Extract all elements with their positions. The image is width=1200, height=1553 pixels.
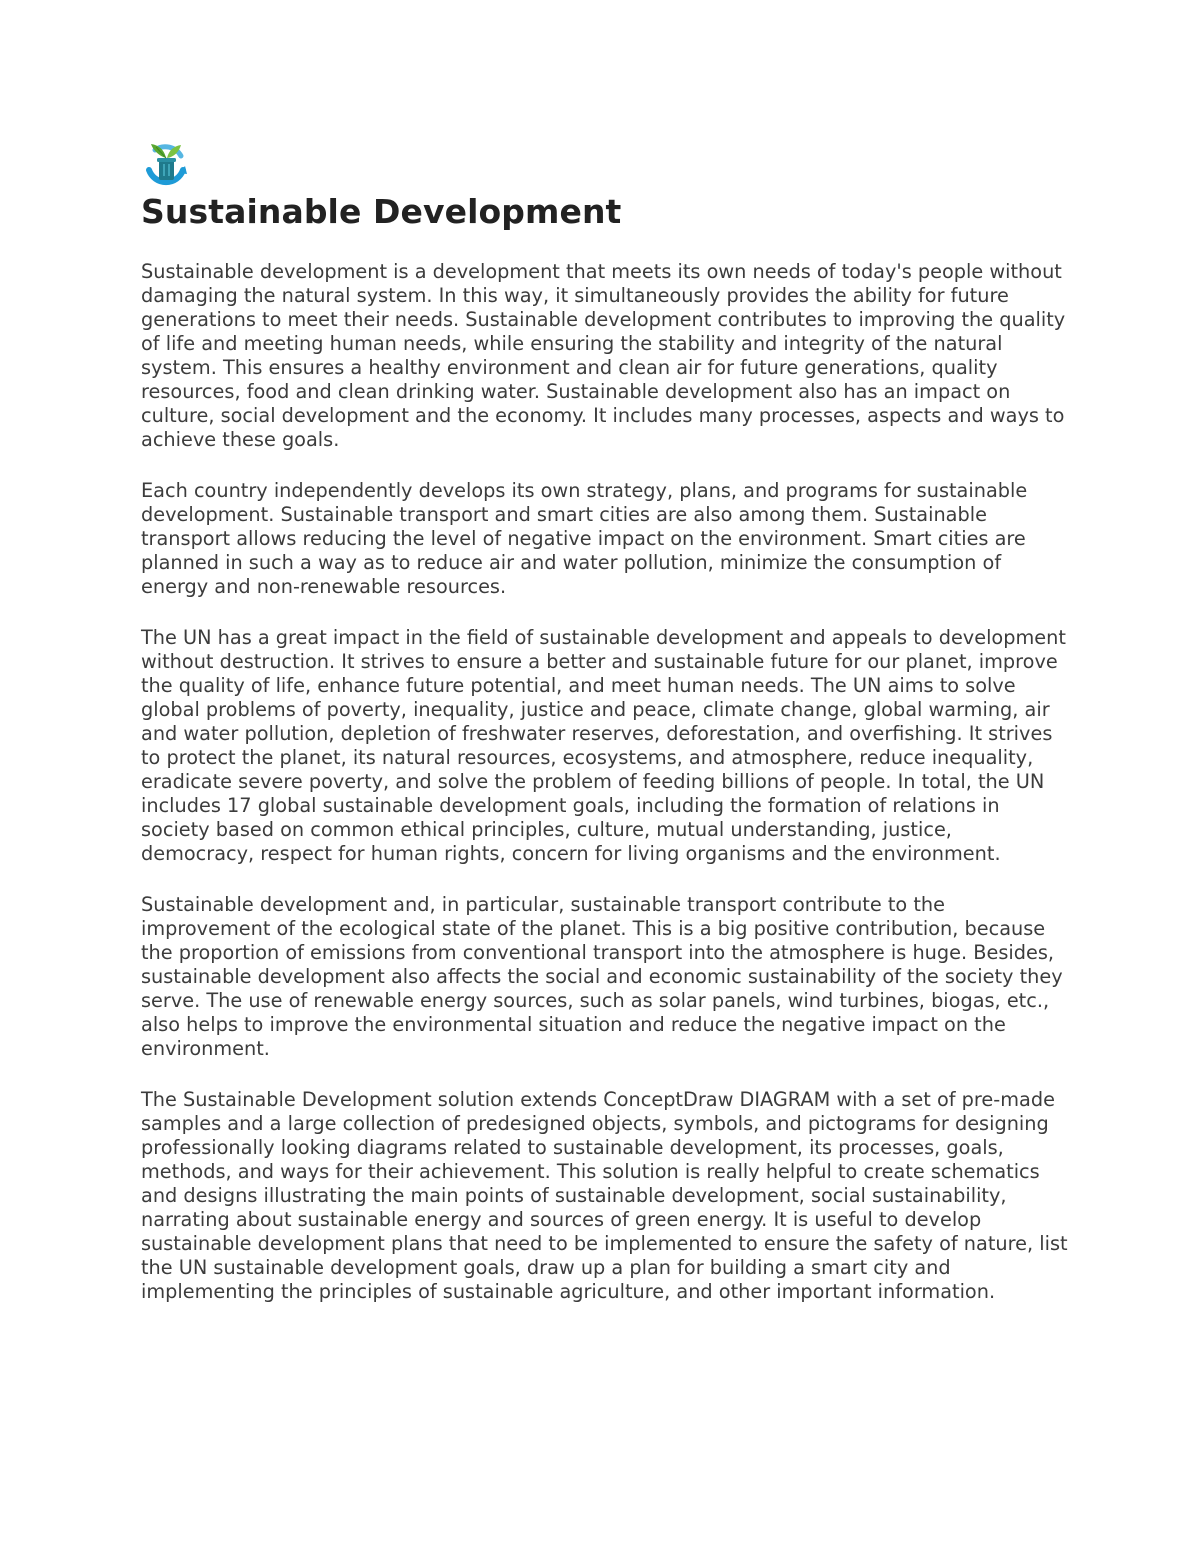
paragraph-country-strategy: Each country independently develops its own strategy, plans, and programs for sustainable development. Sustainable transport and smart cities are also among them. Sustainable transport allows reducing the level of negative impact on the environment. Smart cities are planned in such a way as to reduce air and water pollution, minimize the consumption of energy and non-renewable resources. [141,479,1028,598]
paragraph-un-impact: The UN has a great impact in the field of sustainable development and appeals to development without destruction. It strives to ensure a better and sustainable future for our planet, improve the quality of life, enhance future potential, and meet human needs. The UN aims to solve global problems of poverty, inequality, justice and peace, climate change, global warming, air and water pollution, depletion of freshwater reserves, deforestation, and overfishing. It strives to protect the planet, its natural resources, ecosystems, and atmosphere, reduce inequality, eradicate severe poverty, and solve the problem of feeding billions of people. In total, the UN includes 17 global sustainable development goals, including the formation of relations in society based on common ethical principles, culture, mutual understanding, justice, democracy, respect for human rights, concern for living organisms and the environment. [141,626,1066,865]
paragraph-transport-contribution: Sustainable development and, in particular, sustainable transport contribute to the improvement of the ecological state of the planet. This is a big positive contribution, because the proportion of emissions from conventional transport into the atmosphere is huge. Besides, sustainable development also affects the social and economic sustainability of the society they serve. The use of renewable energy sources, such as solar panels, wind turbines, biogas, etc., also helps to improve the environmental situation and reduce the negative impact on the environment. [141,893,1063,1060]
body-text [141,260,1071,1304]
document-page [141,140,1071,1331]
paragraph-solution-description: The Sustainable Development solution extends ConceptDraw DIAGRAM with a set of pre-made samples and a large collection of predesigned objects, symbols, and pictograms for designing professionally looking diagrams related to sustainable development, its processes, goals, methods, and ways for their achievement. This solution is really helpful to create schematics and designs illustrating the main points of sustainable development, social sustainability, narrating about sustainable energy and sources of green energy. It is useful to develop sustainable development plans that need to be implemented to ensure the safety of nature, list the UN sustainable development goals, draw up a plan for building a smart city and implementing the principles of sustainable agriculture, and other important information. [141,1088,1068,1303]
paragraph-intro: Sustainable development is a development that meets its own needs of today's people without damaging the natural system. In this way, it simultaneously provides the ability for future generations to meet their needs. Sustainable development contributes to improving the quality of life and meeting human needs, while ensuring the stability and integrity of the natural system. This ensures a healthy environment and clean air for future generations, quality resources, food and clean drinking water. Sustainable development also has an impact on culture, social development and the economy. It includes many processes, aspects and ways to achieve these goals. [141,260,1066,451]
page-title: Sustainable Development [141,192,622,231]
recycle-bin-leaf-icon [141,140,191,190]
